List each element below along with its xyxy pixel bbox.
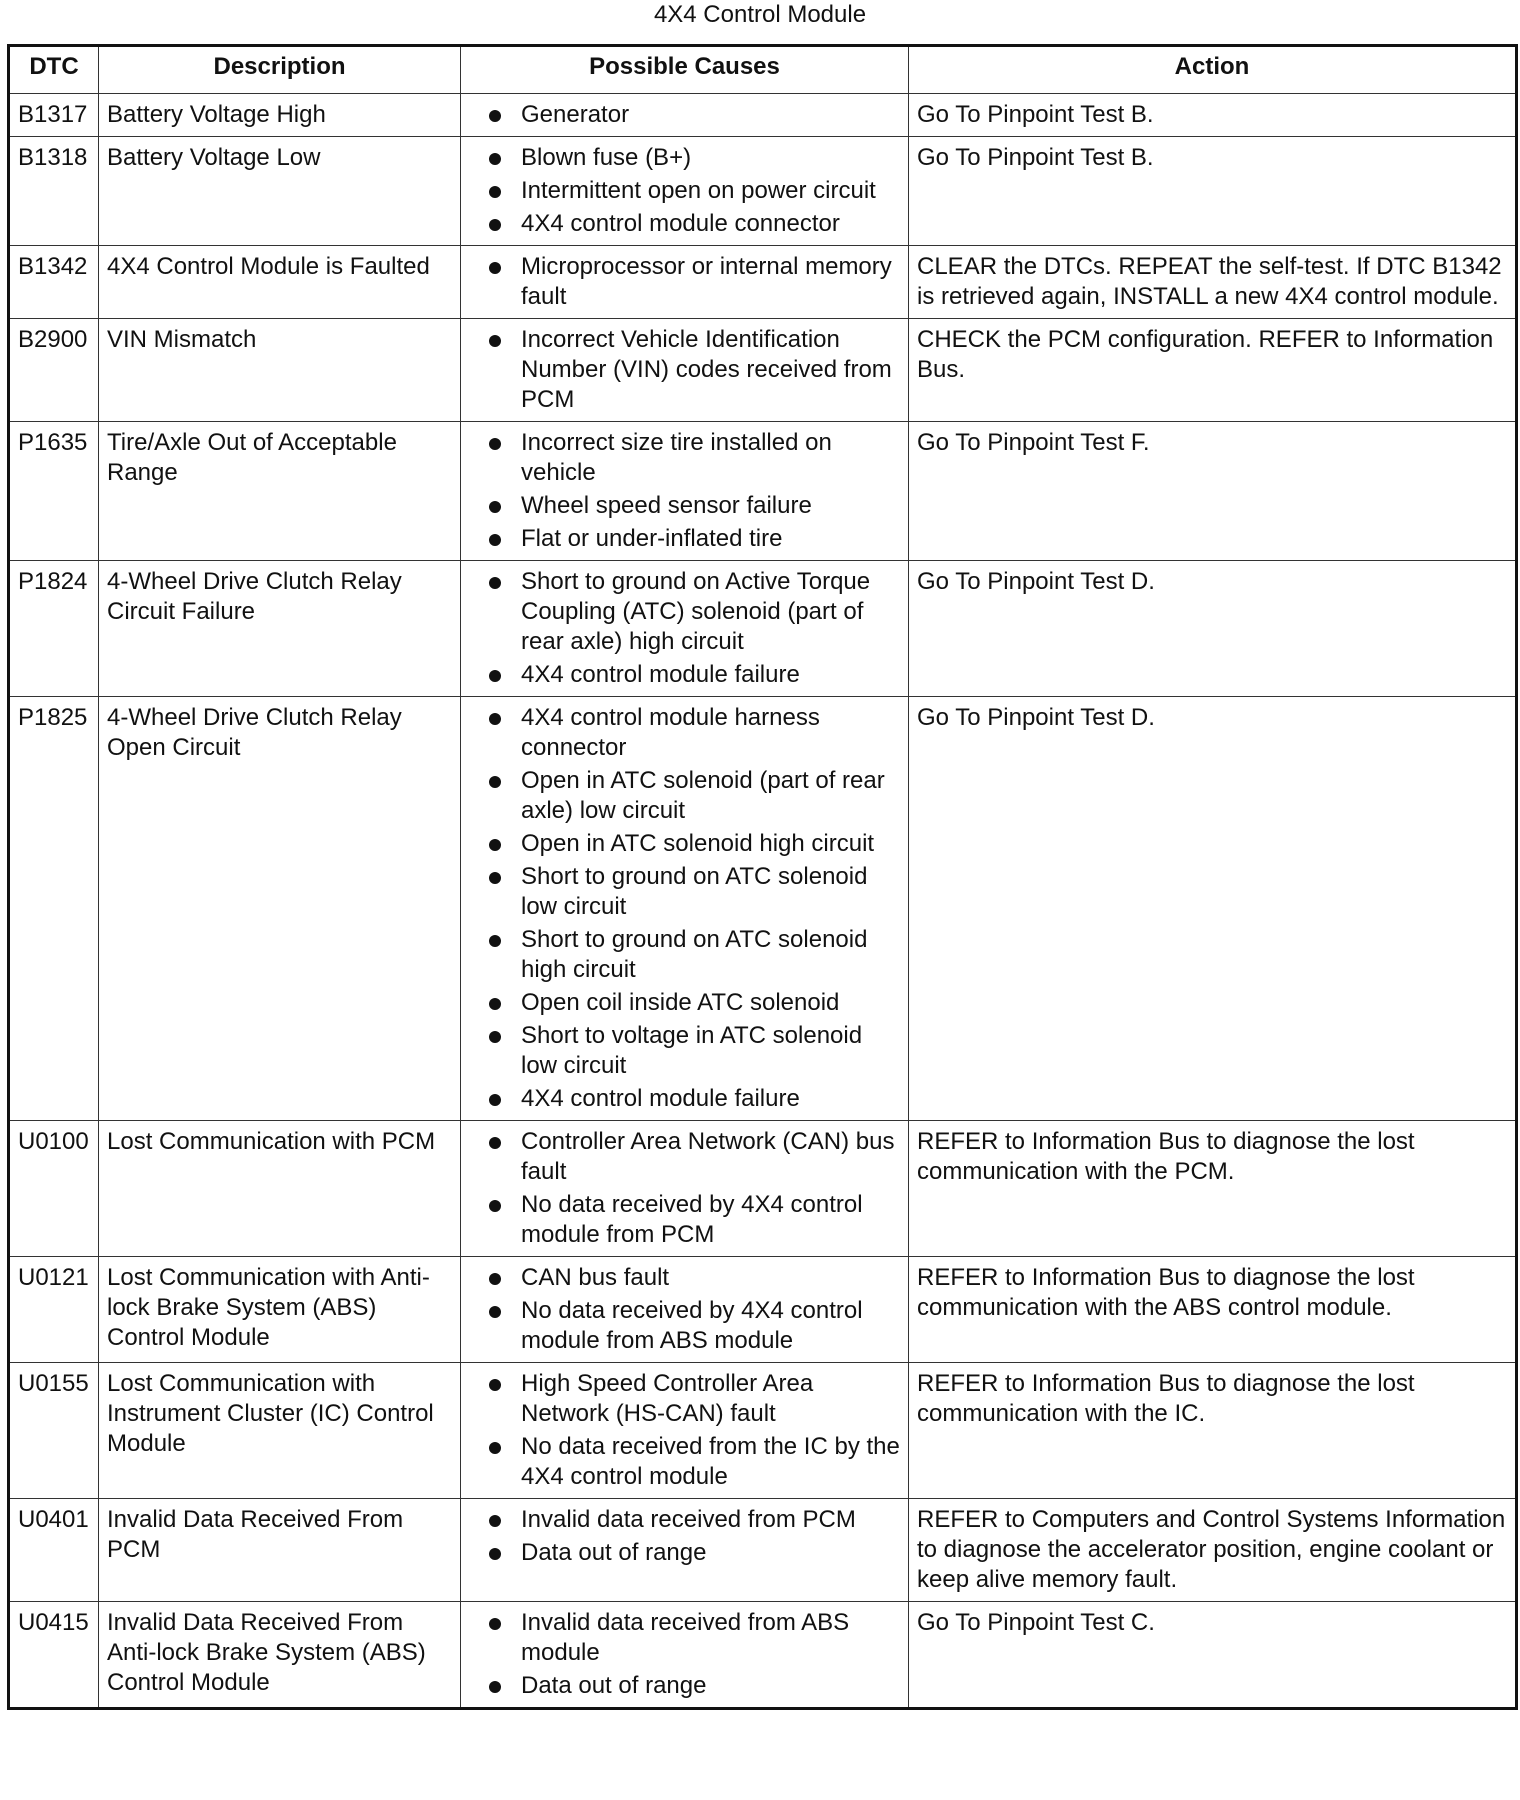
dtc-action: CLEAR the DTCs. REPEAT the self-test. If DTC B1342 is retrieved again, INSTALL a new 4X4 control module. <box>909 246 1517 319</box>
dtc-code: P1825 <box>9 697 99 1121</box>
dtc-code: U0401 <box>9 1499 99 1602</box>
page-title: 4X4 Control Module <box>653 1 867 28</box>
possible-causes-cell <box>461 319 909 422</box>
dtc-description: Battery Voltage Low <box>99 137 461 246</box>
dtc-action: Go To Pinpoint Test B. <box>909 94 1517 137</box>
dtc-action: Go To Pinpoint Test F. <box>909 422 1517 561</box>
cause-list-item: Incorrect size tire installed on vehicle <box>469 428 900 488</box>
possible-causes-cell <box>461 1499 909 1602</box>
dtc-code: B1318 <box>9 137 99 246</box>
cause-list-item: No data received from the IC by the 4X4 control module <box>469 1432 900 1492</box>
cause-list-item: 4X4 control module harness connector <box>469 703 900 763</box>
table-row <box>9 422 1517 561</box>
cause-list-item: Short to voltage in ATC solenoid low circuit <box>469 1021 900 1081</box>
table-row <box>9 94 1517 137</box>
dtc-action: REFER to Information Bus to diagnose the lost communication with the PCM. <box>909 1121 1517 1257</box>
dtc-description: Invalid Data Received From PCM <box>99 1499 461 1602</box>
dtc-description: 4-Wheel Drive Clutch Relay Open Circuit <box>99 697 461 1121</box>
cause-list-item: Open coil inside ATC solenoid <box>469 988 900 1018</box>
dtc-code: P1824 <box>9 561 99 697</box>
cause-list-item: Controller Area Network (CAN) bus fault <box>469 1127 900 1187</box>
dtc-description: Lost Communication with Anti-lock Brake System (ABS) Control Module <box>99 1257 461 1363</box>
dtc-code: B2900 <box>9 319 99 422</box>
dtc-action: Go To Pinpoint Test D. <box>909 561 1517 697</box>
possible-causes-list <box>469 1127 900 1250</box>
cause-list-item: 4X4 control module connector <box>469 209 900 239</box>
cause-list-item: CAN bus fault <box>469 1263 900 1293</box>
dtc-code: B1317 <box>9 94 99 137</box>
possible-causes-cell <box>461 422 909 561</box>
possible-causes-cell <box>461 94 909 137</box>
cause-list-item: Short to ground on ATC solenoid low circuit <box>469 862 900 922</box>
dtc-code: U0155 <box>9 1363 99 1499</box>
dtc-action: REFER to Computers and Control Systems Information to diagnose the accelerator position, engine coolant or keep alive memory fault. <box>909 1499 1517 1602</box>
possible-causes-cell <box>461 697 909 1121</box>
table-row <box>9 1602 1517 1709</box>
table-body <box>9 94 1517 1709</box>
dtc-action: CHECK the PCM configuration. REFER to Information Bus. <box>909 319 1517 422</box>
dtc-description: 4-Wheel Drive Clutch Relay Circuit Failure <box>99 561 461 697</box>
table-row <box>9 1257 1517 1363</box>
dtc-action: Go To Pinpoint Test D. <box>909 697 1517 1121</box>
table-row <box>9 246 1517 319</box>
possible-causes-cell <box>461 1602 909 1709</box>
cause-list-item: No data received by 4X4 control module from ABS module <box>469 1296 900 1356</box>
cause-list-item: Incorrect Vehicle Identification Number (VIN) codes received from PCM <box>469 325 900 415</box>
dtc-code: U0100 <box>9 1121 99 1257</box>
possible-causes-list <box>469 567 900 690</box>
possible-causes-list <box>469 252 900 312</box>
possible-causes-list <box>469 703 900 1114</box>
cause-list-item: Short to ground on Active Torque Coupling (ATC) solenoid (part of rear axle) high circuit <box>469 567 900 657</box>
dtc-code: U0121 <box>9 1257 99 1363</box>
dtc-description: Lost Communication with Instrument Cluster (IC) Control Module <box>99 1363 461 1499</box>
cause-list-item: Generator <box>469 100 900 130</box>
possible-causes-list <box>469 1505 900 1568</box>
dtc-code: B1342 <box>9 246 99 319</box>
possible-causes-list <box>469 143 900 239</box>
cause-list-item: Intermittent open on power circuit <box>469 176 900 206</box>
cause-list-item: 4X4 control module failure <box>469 660 900 690</box>
cause-list-item: No data received by 4X4 control module from PCM <box>469 1190 900 1250</box>
header-action: Action <box>909 46 1517 94</box>
possible-causes-cell <box>461 1363 909 1499</box>
cause-list-item: High Speed Controller Area Network (HS-CAN) fault <box>469 1369 900 1429</box>
dtc-description: Invalid Data Received From Anti-lock Brake System (ABS) Control Module <box>99 1602 461 1709</box>
header-description: Description <box>99 46 461 94</box>
possible-causes-list <box>469 428 900 554</box>
possible-causes-list <box>469 1608 900 1701</box>
table-row <box>9 561 1517 697</box>
dtc-description: 4X4 Control Module is Faulted <box>99 246 461 319</box>
possible-causes-list <box>469 1263 900 1356</box>
possible-causes-cell <box>461 137 909 246</box>
possible-causes-list <box>469 100 900 130</box>
dtc-action: Go To Pinpoint Test C. <box>909 1602 1517 1709</box>
table-row <box>9 1499 1517 1602</box>
dtc-table <box>7 44 1518 1710</box>
cause-list-item: Open in ATC solenoid (part of rear axle) low circuit <box>469 766 900 826</box>
possible-causes-cell <box>461 1257 909 1363</box>
cause-list-item: Invalid data received from ABS module <box>469 1608 900 1668</box>
dtc-code: P1635 <box>9 422 99 561</box>
dtc-description: VIN Mismatch <box>99 319 461 422</box>
table-header-row <box>9 46 1517 94</box>
cause-list-item: Open in ATC solenoid high circuit <box>469 829 900 859</box>
cause-list-item: Invalid data received from PCM <box>469 1505 900 1535</box>
cause-list-item: Data out of range <box>469 1671 900 1701</box>
table-row <box>9 319 1517 422</box>
dtc-description: Battery Voltage High <box>99 94 461 137</box>
header-possible-causes: Possible Causes <box>461 46 909 94</box>
dtc-action: Go To Pinpoint Test B. <box>909 137 1517 246</box>
cause-list-item: Data out of range <box>469 1538 900 1568</box>
dtc-description: Lost Communication with PCM <box>99 1121 461 1257</box>
dtc-action: REFER to Information Bus to diagnose the lost communication with the IC. <box>909 1363 1517 1499</box>
cause-list-item: Wheel speed sensor failure <box>469 491 900 521</box>
dtc-code: U0415 <box>9 1602 99 1709</box>
table-row <box>9 697 1517 1121</box>
dtc-description: Tire/Axle Out of Acceptable Range <box>99 422 461 561</box>
possible-causes-list <box>469 325 900 415</box>
possible-causes-cell <box>461 561 909 697</box>
cause-list-item: Microprocessor or internal memory fault <box>469 252 900 312</box>
header-dtc: DTC <box>9 46 99 94</box>
cause-list-item: Blown fuse (B+) <box>469 143 900 173</box>
possible-causes-list <box>469 1369 900 1492</box>
possible-causes-cell <box>461 246 909 319</box>
cause-list-item: Flat or under-inflated tire <box>469 524 900 554</box>
table-row <box>9 137 1517 246</box>
cause-list-item: 4X4 control module failure <box>469 1084 900 1114</box>
dtc-action: REFER to Information Bus to diagnose the lost communication with the ABS control module. <box>909 1257 1517 1363</box>
table-row <box>9 1121 1517 1257</box>
table-row <box>9 1363 1517 1499</box>
cause-list-item: Short to ground on ATC solenoid high circuit <box>469 925 900 985</box>
possible-causes-cell <box>461 1121 909 1257</box>
